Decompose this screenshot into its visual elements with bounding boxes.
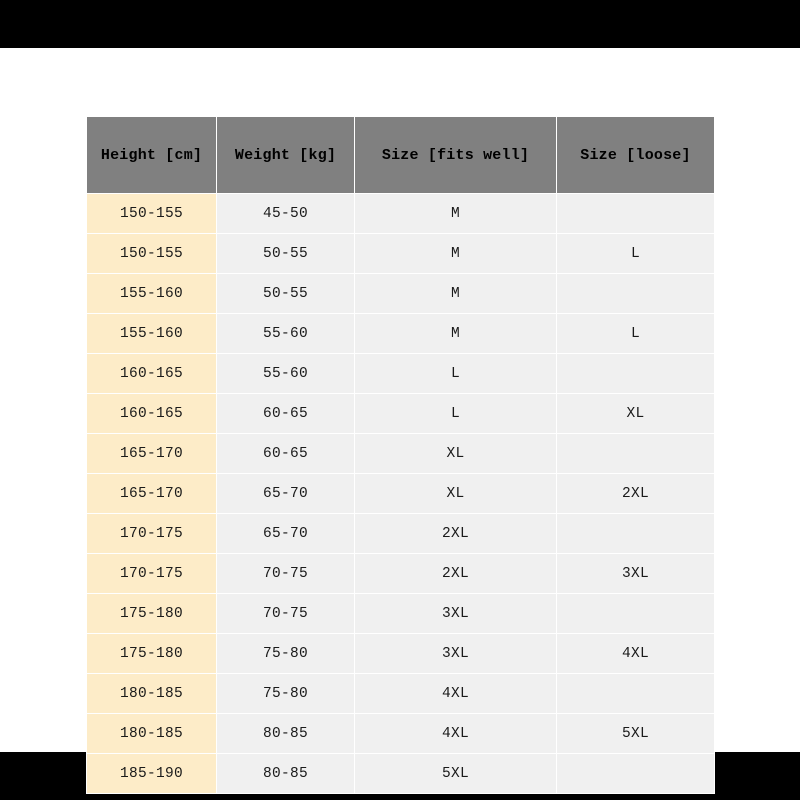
document-page xyxy=(0,48,800,782)
cell-size-loose xyxy=(557,194,715,234)
cell-weight: 75-80 xyxy=(217,674,355,714)
cell-size-fits-well: M xyxy=(355,274,557,314)
table-row xyxy=(87,554,715,594)
cell-height: 155-160 xyxy=(87,314,217,354)
cell-height: 185-190 xyxy=(87,754,217,794)
cell-weight: 65-70 xyxy=(217,474,355,514)
table-row xyxy=(87,714,715,754)
cell-weight: 70-75 xyxy=(217,594,355,634)
table-row xyxy=(87,754,715,794)
cell-weight: 80-85 xyxy=(217,714,355,754)
table-row xyxy=(87,474,715,514)
cell-weight: 45-50 xyxy=(217,194,355,234)
table-header-row xyxy=(87,117,715,194)
cell-size-fits-well: 4XL xyxy=(355,714,557,754)
cell-size-fits-well: L xyxy=(355,354,557,394)
cell-size-fits-well: M xyxy=(355,194,557,234)
cell-height: 175-180 xyxy=(87,634,217,674)
cell-height: 150-155 xyxy=(87,234,217,274)
cell-size-loose xyxy=(557,274,715,314)
table-row xyxy=(87,674,715,714)
cell-size-loose xyxy=(557,434,715,474)
cell-height: 170-175 xyxy=(87,554,217,594)
cell-size-fits-well: M xyxy=(355,234,557,274)
cell-height: 170-175 xyxy=(87,514,217,554)
cell-size-loose xyxy=(557,754,715,794)
table-row xyxy=(87,634,715,674)
table-body xyxy=(87,194,715,794)
table-row xyxy=(87,594,715,634)
cell-size-loose xyxy=(557,674,715,714)
cell-height: 180-185 xyxy=(87,674,217,714)
cell-weight: 70-75 xyxy=(217,554,355,594)
cell-size-loose xyxy=(557,594,715,634)
cell-weight: 65-70 xyxy=(217,514,355,554)
cell-weight: 55-60 xyxy=(217,314,355,354)
table-row xyxy=(87,514,715,554)
cell-size-loose: 2XL xyxy=(557,474,715,514)
cell-size-fits-well: 2XL xyxy=(355,514,557,554)
table-row xyxy=(87,234,715,274)
cell-weight: 50-55 xyxy=(217,234,355,274)
table-row xyxy=(87,354,715,394)
cell-weight: 50-55 xyxy=(217,274,355,314)
cell-size-fits-well: 3XL xyxy=(355,634,557,674)
cell-height: 160-165 xyxy=(87,354,217,394)
cell-size-loose: L xyxy=(557,234,715,274)
cell-size-fits-well: XL xyxy=(355,474,557,514)
cell-size-loose: L xyxy=(557,314,715,354)
column-header-size-loose: Size [loose] xyxy=(557,117,715,194)
cell-height: 180-185 xyxy=(87,714,217,754)
cell-size-fits-well: 3XL xyxy=(355,594,557,634)
cell-size-loose: 4XL xyxy=(557,634,715,674)
table-row xyxy=(87,194,715,234)
table-header xyxy=(87,117,715,194)
column-header-size-fits-well: Size [fits well] xyxy=(355,117,557,194)
column-header-weight: Weight [kg] xyxy=(217,117,355,194)
table-row xyxy=(87,274,715,314)
cell-weight: 80-85 xyxy=(217,754,355,794)
size-chart-table xyxy=(86,116,715,794)
cell-size-fits-well: 4XL xyxy=(355,674,557,714)
cell-weight: 60-65 xyxy=(217,434,355,474)
cell-height: 160-165 xyxy=(87,394,217,434)
cell-size-loose: 5XL xyxy=(557,714,715,754)
table-row xyxy=(87,434,715,474)
cell-height: 150-155 xyxy=(87,194,217,234)
cell-height: 165-170 xyxy=(87,474,217,514)
cell-size-loose: 3XL xyxy=(557,554,715,594)
cell-weight: 60-65 xyxy=(217,394,355,434)
cell-size-fits-well: XL xyxy=(355,434,557,474)
cell-size-loose: XL xyxy=(557,394,715,434)
cell-size-fits-well: L xyxy=(355,394,557,434)
table-row xyxy=(87,314,715,354)
cell-weight: 55-60 xyxy=(217,354,355,394)
cell-weight: 75-80 xyxy=(217,634,355,674)
size-chart-container xyxy=(86,116,714,794)
cell-size-fits-well: 2XL xyxy=(355,554,557,594)
cell-size-fits-well: 5XL xyxy=(355,754,557,794)
column-header-height: Height [cm] xyxy=(87,117,217,194)
cell-height: 175-180 xyxy=(87,594,217,634)
cell-size-loose xyxy=(557,514,715,554)
table-row xyxy=(87,394,715,434)
cell-size-loose xyxy=(557,354,715,394)
cell-size-fits-well: M xyxy=(355,314,557,354)
cell-height: 165-170 xyxy=(87,434,217,474)
cell-height: 155-160 xyxy=(87,274,217,314)
